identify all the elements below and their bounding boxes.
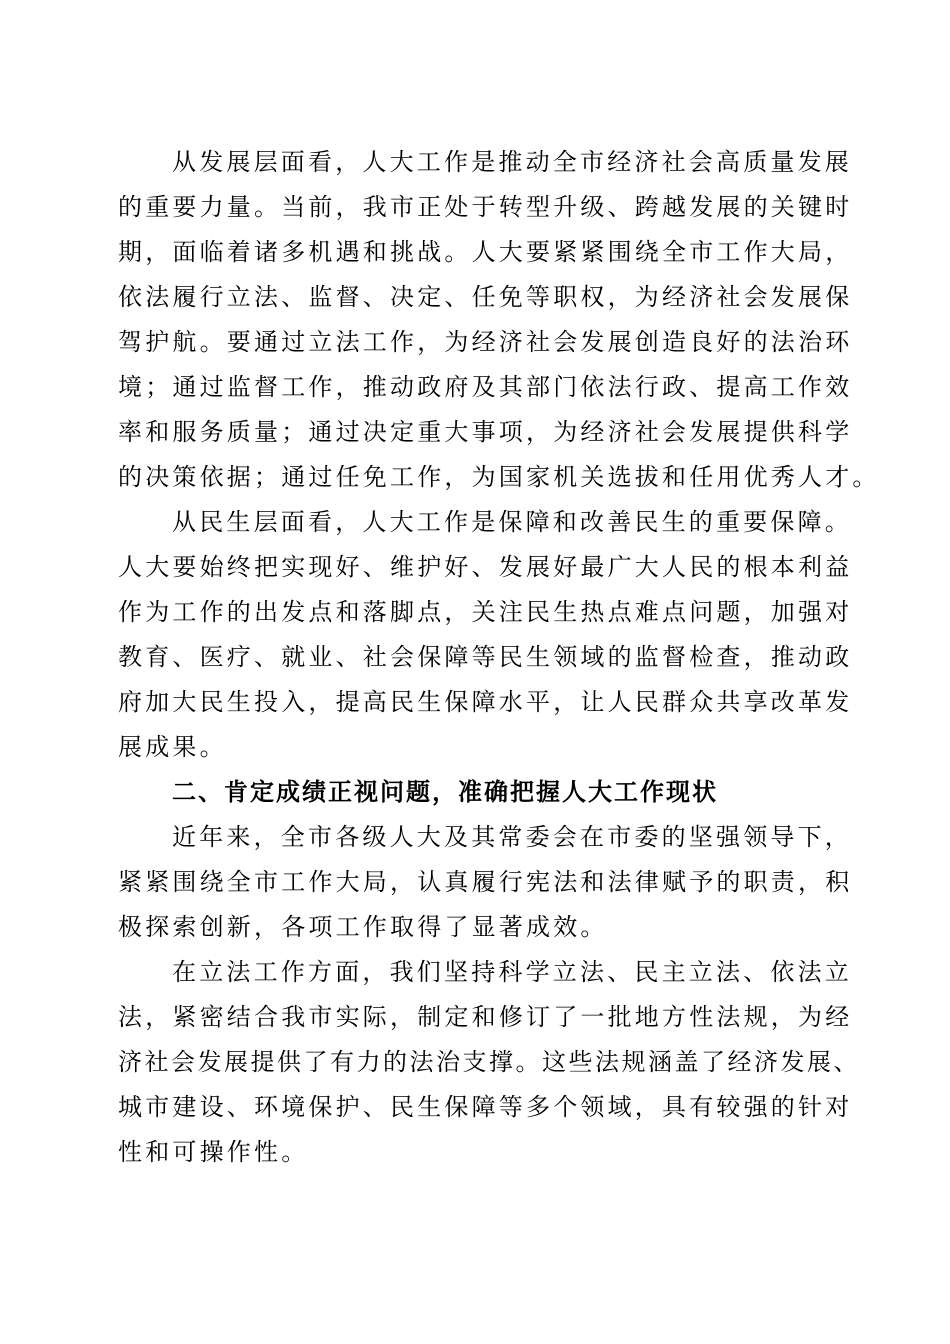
text-line: 法，紧密结合我市实际，制定和修订了一批地方性法规，为经 [118,1003,853,1031]
paragraph-recent-years [118,815,853,950]
text-line: 人大要始终把实现好、维护好、发展好最广大人民的根本利益 [118,553,853,581]
text-line: 从发展层面看，人大工作是推动全市经济社会高质量发展 [172,148,852,176]
text-line: 近年来，全市各级人大及其常委会在市委的坚强领导下， [172,823,852,851]
text-line: 从民生层面看，人大工作是保障和改善民生的重要保障。 [172,508,852,536]
text-line: 在立法工作方面，我们坚持科学立法、民主立法、依法立 [172,958,852,986]
text-line: 依法履行立法、监督、决定、任免等职权，为经济社会发展保 [118,283,853,311]
text-line: 期，面临着诸多机遇和挑战。人大要紧紧围绕全市工作大局， [118,238,853,266]
text-line: 驾护航。要通过立法工作，为经济社会发展创造良好的法治环 [118,328,853,356]
text-line: 率和服务质量；通过决定重大事项，为经济社会发展提供科学 [118,418,853,446]
document-body [118,140,880,1175]
text-line: 城市建设、环境保护、民生保障等多个领域，具有较强的针对 [118,1093,853,1121]
text-line: 境；通过监督工作，推动政府及其部门依法行政、提高工作效 [118,373,853,401]
text-line: 作为工作的出发点和落脚点，关注民生热点难点问题，加强对 [118,598,853,626]
section-heading: 二、肯定成绩正视问题，准确把握人大工作现状 [172,778,718,806]
text-line: 性和可操作性。 [118,1138,309,1166]
text-line: 教育、医疗、就业、社会保障等民生领域的监督检查，推动政 [118,643,853,671]
text-line: 紧紧围绕全市工作大局，认真履行宪法和法律赋予的职责，积 [118,868,853,896]
paragraph-livelihood [118,500,853,770]
paragraph-legislation [118,950,860,1175]
text-line: 济社会发展提供了有力的法治支撑。这些法规涵盖了经济发展、 [118,1048,860,1076]
text-line: 的决策依据；通过任免工作，为国家机关选拔和任用优秀人才。 [118,463,880,491]
paragraph-development [118,140,880,500]
text-line: 展成果。 [118,733,227,761]
text-line: 府加大民生投入，提高民生保障水平，让人民群众共享改革发 [118,688,853,716]
text-line: 极探索创新，各项工作取得了显著成效。 [118,913,608,941]
text-line: 的重要力量。当前，我市正处于转型升级、跨越发展的关键时 [118,193,853,221]
